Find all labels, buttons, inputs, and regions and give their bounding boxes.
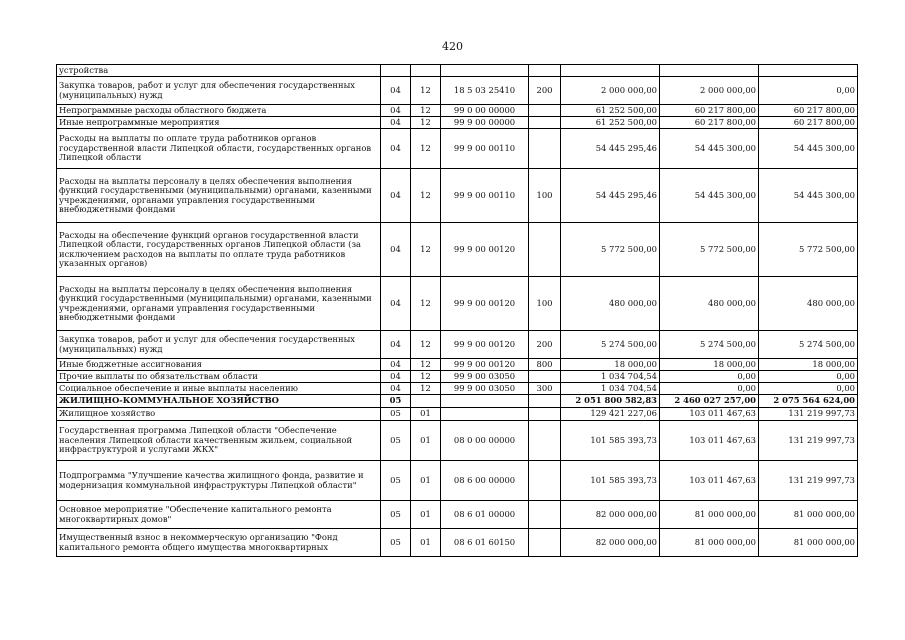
table-row [57, 371, 858, 383]
expense-name: Закупка товаров, работ и услуг для обеспечения государственных (муниципальных) нужд [57, 77, 381, 105]
amount-year-2: 480 000,00 [660, 277, 759, 331]
expense-type-code [529, 65, 561, 77]
section-code: 04 [381, 129, 411, 169]
table-row [57, 395, 858, 408]
amount-year-2: 2 460 027 257,00 [660, 395, 759, 408]
amount-year-3: 5 772 500,00 [759, 223, 858, 277]
subsection-code: 12 [411, 77, 441, 105]
amount-year-3: 0,00 [759, 371, 858, 383]
expense-name: Закупка товаров, работ и услуг для обеспечения государственных (муниципальных) нужд [57, 331, 381, 359]
target-article-code: 08 6 00 00000 [441, 461, 529, 501]
expense-type-code: 300 [529, 383, 561, 395]
target-article-code: 18 5 03 25410 [441, 77, 529, 105]
amount-year-1: 61 252 500,00 [561, 105, 660, 117]
section-code: 04 [381, 105, 411, 117]
amount-year-1: 82 000 000,00 [561, 501, 660, 529]
table-row [57, 331, 858, 359]
amount-year-1: 82 000 000,00 [561, 529, 660, 557]
target-article-code: 08 6 01 60150 [441, 529, 529, 557]
section-code: 04 [381, 223, 411, 277]
amount-year-2: 60 217 800,00 [660, 105, 759, 117]
expense-type-code: 800 [529, 359, 561, 371]
expense-type-code [529, 461, 561, 501]
expense-name: устройства [57, 65, 381, 77]
table-row [57, 359, 858, 371]
amount-year-3: 5 274 500,00 [759, 331, 858, 359]
subsection-code: 12 [411, 383, 441, 395]
target-article-code: 99 9 00 00120 [441, 359, 529, 371]
expense-name: Расходы на выплаты по оплате труда работников органов государственной власти Липецкой области, государственных органов Липецкой области [57, 129, 381, 169]
subsection-code: 12 [411, 331, 441, 359]
section-code: 04 [381, 359, 411, 371]
amount-year-2: 54 445 300,00 [660, 129, 759, 169]
subsection-code: 01 [411, 501, 441, 529]
subsection-code [411, 65, 441, 77]
target-article-code [441, 65, 529, 77]
amount-year-3: 0,00 [759, 383, 858, 395]
table-row [57, 117, 858, 129]
expense-type-code [529, 129, 561, 169]
amount-year-3: 18 000,00 [759, 359, 858, 371]
amount-year-2: 103 011 467,63 [660, 461, 759, 501]
section-code: 05 [381, 461, 411, 501]
target-article-code: 08 0 00 00000 [441, 421, 529, 461]
amount-year-3: 0,00 [759, 77, 858, 105]
section-code: 05 [381, 501, 411, 529]
target-article-code: 99 9 00 00120 [441, 277, 529, 331]
table-row [57, 529, 858, 557]
table-row [57, 408, 858, 421]
amount-year-1: 129 421 227,06 [561, 408, 660, 421]
expense-name: Основное мероприятие "Обеспечение капитального ремонта многоквартирных домов" [57, 501, 381, 529]
section-code: 05 [381, 408, 411, 421]
expense-type-code [529, 408, 561, 421]
amount-year-2: 103 011 467,63 [660, 421, 759, 461]
expense-name: Расходы на выплаты персоналу в целях обеспечения выполнения функций государственными (муниципальными) органами, казенными учреждениями, органами управления государственными внебюджетными фондами [57, 169, 381, 223]
amount-year-1: 2 051 800 582,83 [561, 395, 660, 408]
section-code: 04 [381, 169, 411, 223]
amount-year-3: 131 219 997,73 [759, 461, 858, 501]
target-article-code: 99 9 00 03050 [441, 371, 529, 383]
section-code: 04 [381, 371, 411, 383]
page-number: 420 [442, 40, 463, 53]
subsection-code [411, 395, 441, 408]
subsection-code: 12 [411, 117, 441, 129]
amount-year-1: 18 000,00 [561, 359, 660, 371]
table-row [57, 501, 858, 529]
amount-year-2: 0,00 [660, 383, 759, 395]
target-article-code: 08 6 01 00000 [441, 501, 529, 529]
expense-name: ЖИЛИЩНО-КОММУНАЛЬНОЕ ХОЗЯЙСТВО [57, 395, 381, 408]
amount-year-1: 54 445 295,46 [561, 129, 660, 169]
expense-name: Расходы на выплаты персоналу в целях обеспечения выполнения функций государственными (муниципальными) органами, казенными учреждениями, органами управления государственными внебюджетными фондами [57, 277, 381, 331]
subsection-code: 01 [411, 421, 441, 461]
target-article-code [441, 408, 529, 421]
amount-year-1: 1 034 704,54 [561, 383, 660, 395]
expense-type-code: 100 [529, 277, 561, 331]
subsection-code: 01 [411, 408, 441, 421]
target-article-code: 99 9 00 00000 [441, 117, 529, 129]
amount-year-2: 0,00 [660, 371, 759, 383]
amount-year-2: 103 011 467,63 [660, 408, 759, 421]
amount-year-2: 81 000 000,00 [660, 501, 759, 529]
subsection-code: 01 [411, 461, 441, 501]
expense-name: Имущественный взнос в некоммерческую организацию "Фонд капитального ремонта общего имущества многоквартирных [57, 529, 381, 557]
expense-name: Социальное обеспечение и иные выплаты населению [57, 383, 381, 395]
expense-name: Непрограммные расходы областного бюджета [57, 105, 381, 117]
subsection-code: 12 [411, 359, 441, 371]
section-code: 05 [381, 421, 411, 461]
amount-year-3 [759, 65, 858, 77]
expense-name: Иные непрограммные мероприятия [57, 117, 381, 129]
expense-type-code: 200 [529, 331, 561, 359]
amount-year-3: 2 075 564 624,00 [759, 395, 858, 408]
subsection-code: 12 [411, 223, 441, 277]
expense-name: Прочие выплаты по обязательствам области [57, 371, 381, 383]
amount-year-3: 54 445 300,00 [759, 169, 858, 223]
section-code [381, 65, 411, 77]
table-row [57, 129, 858, 169]
table-row [57, 383, 858, 395]
budget-table-body [57, 65, 858, 557]
table-row [57, 277, 858, 331]
section-code: 05 [381, 395, 411, 408]
amount-year-1: 101 585 393,73 [561, 421, 660, 461]
target-article-code [441, 395, 529, 408]
amount-year-1: 101 585 393,73 [561, 461, 660, 501]
section-code: 04 [381, 117, 411, 129]
subsection-code: 01 [411, 529, 441, 557]
subsection-code: 12 [411, 371, 441, 383]
amount-year-1: 61 252 500,00 [561, 117, 660, 129]
amount-year-3: 54 445 300,00 [759, 129, 858, 169]
amount-year-1: 1 034 704,54 [561, 371, 660, 383]
expense-type-code [529, 395, 561, 408]
table-row [57, 65, 858, 77]
expense-name: Расходы на обеспечение функций органов государственной власти Липецкой области, государственных органов Липецкой области (за исключением расходов на выплаты по оплате труда работников указанных органов) [57, 223, 381, 277]
amount-year-1: 54 445 295,46 [561, 169, 660, 223]
table-row [57, 169, 858, 223]
budget-table [56, 64, 858, 557]
amount-year-2: 18 000,00 [660, 359, 759, 371]
amount-year-2: 2 000 000,00 [660, 77, 759, 105]
target-article-code: 99 0 00 00000 [441, 105, 529, 117]
amount-year-1: 480 000,00 [561, 277, 660, 331]
expense-name: Жилищное хозяйство [57, 408, 381, 421]
target-article-code: 99 9 00 00120 [441, 331, 529, 359]
amount-year-3: 81 000 000,00 [759, 501, 858, 529]
target-article-code: 99 9 00 00110 [441, 169, 529, 223]
amount-year-2: 54 445 300,00 [660, 169, 759, 223]
amount-year-2: 5 274 500,00 [660, 331, 759, 359]
amount-year-3: 480 000,00 [759, 277, 858, 331]
section-code: 05 [381, 529, 411, 557]
expense-type-code: 200 [529, 77, 561, 105]
expense-type-code [529, 117, 561, 129]
target-article-code: 99 9 00 00110 [441, 129, 529, 169]
expense-name: Государственная программа Липецкой области "Обеспечение населения Липецкой области качественным жильем, социальной инфраструктурой и услугами ЖКХ" [57, 421, 381, 461]
expense-type-code: 100 [529, 169, 561, 223]
expense-type-code [529, 529, 561, 557]
table-row [57, 421, 858, 461]
amount-year-3: 60 217 800,00 [759, 105, 858, 117]
expense-type-code [529, 371, 561, 383]
subsection-code: 12 [411, 105, 441, 117]
table-row [57, 77, 858, 105]
amount-year-3: 60 217 800,00 [759, 117, 858, 129]
amount-year-2: 81 000 000,00 [660, 529, 759, 557]
amount-year-3: 131 219 997,73 [759, 408, 858, 421]
expense-type-code [529, 223, 561, 277]
section-code: 04 [381, 277, 411, 331]
subsection-code: 12 [411, 129, 441, 169]
amount-year-2: 60 217 800,00 [660, 117, 759, 129]
section-code: 04 [381, 383, 411, 395]
amount-year-1: 5 274 500,00 [561, 331, 660, 359]
amount-year-1 [561, 65, 660, 77]
target-article-code: 99 9 00 00120 [441, 223, 529, 277]
table-row [57, 223, 858, 277]
subsection-code: 12 [411, 277, 441, 331]
amount-year-1: 2 000 000,00 [561, 77, 660, 105]
expense-type-code [529, 501, 561, 529]
amount-year-1: 5 772 500,00 [561, 223, 660, 277]
amount-year-2 [660, 65, 759, 77]
expense-name: Иные бюджетные ассигнования [57, 359, 381, 371]
amount-year-3: 81 000 000,00 [759, 529, 858, 557]
section-code: 04 [381, 331, 411, 359]
table-row [57, 461, 858, 501]
section-code: 04 [381, 77, 411, 105]
amount-year-3: 131 219 997,73 [759, 421, 858, 461]
expense-name: Подпрограмма "Улучшение качества жилищного фонда, развитие и модернизация коммунальной инфраструктуры Липецкой области" [57, 461, 381, 501]
target-article-code: 99 9 00 03050 [441, 383, 529, 395]
amount-year-2: 5 772 500,00 [660, 223, 759, 277]
subsection-code: 12 [411, 169, 441, 223]
expense-type-code [529, 421, 561, 461]
table-row [57, 105, 858, 117]
expense-type-code [529, 105, 561, 117]
